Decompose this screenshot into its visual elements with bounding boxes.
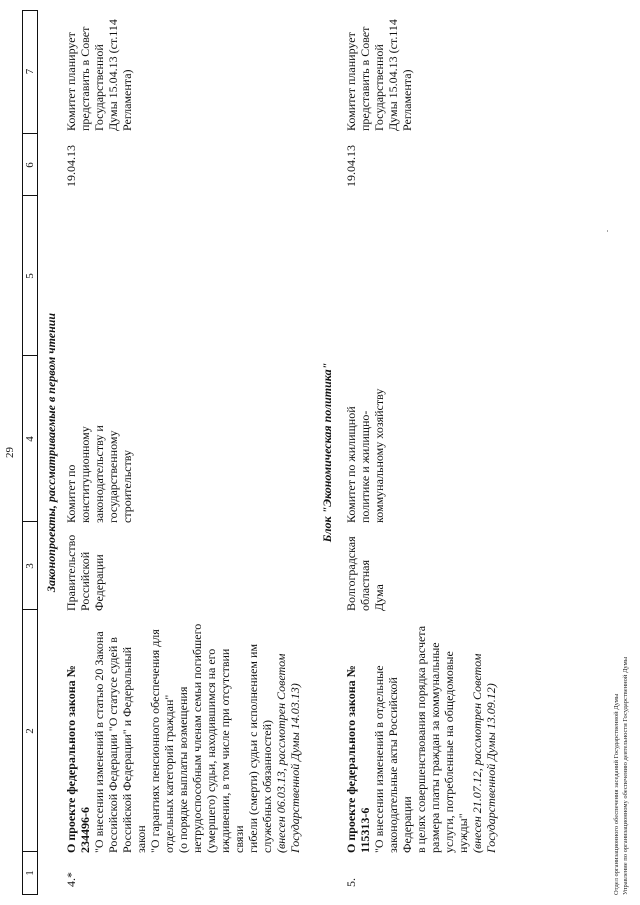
row-number: 5.: [344, 878, 358, 887]
bill-text-line: размера платы граждан за коммунальные: [428, 642, 442, 853]
column-number-2: 2: [24, 728, 36, 734]
footer-line: Отдел организационного обеспечения заседаний Государственной Думы: [613, 693, 620, 895]
section-heading-first-reading: Законопроекты, рассматриваемые в первом чтении: [44, 312, 58, 593]
column-number-7: 7: [24, 68, 36, 75]
bill-text-line: служебных обязанностей): [260, 719, 274, 853]
committee-remark: Комитет планирует представить в Совет Государственной Думы 15.04.13 (ст.114 Регламента): [344, 19, 414, 131]
responsible-committee: Комитет по жилищной политике и жилищно-коммунальному хозяйству: [344, 388, 386, 523]
footer-mark: .: [601, 230, 610, 232]
bill-note-line: Государственной Думы 14.03.13): [288, 683, 302, 853]
review-date: 19.04.13: [344, 145, 358, 187]
bill-text-line: Российской Федерации" и Федеральный закон: [120, 646, 148, 853]
review-date: 19.04.13: [64, 145, 78, 187]
bill-description: [64, 623, 302, 853]
bill-text-line: "О внесении изменений в отдельные: [372, 665, 386, 853]
column-number-1: 1: [24, 870, 36, 876]
section-heading-economic-block: Блок "Экономическая политика": [320, 362, 334, 543]
bill-description: [344, 623, 498, 853]
bill-text-line: в целях совершенствования порядка расчета: [414, 625, 428, 853]
bill-author: Правительство Российской Федерации: [64, 534, 106, 611]
bill-text-line: иждивении, в том числе при отсутствии связи: [218, 648, 246, 853]
bill-note-line: (внесен 06.03.13, рассмотрен Советом: [274, 653, 288, 853]
bill-text-line: законодательные акты Российской Федерации: [386, 677, 414, 853]
page-footer: [612, 10, 630, 895]
bill-note-line: (внесен 21.07.12, рассмотрен Советом: [470, 653, 484, 853]
bill-text-line: "О внесении изменений в статью 20 Закона: [92, 631, 106, 853]
page-number: 29: [4, 447, 16, 458]
responsible-committee: Комитет по конституционному законодательству и государственному строительству: [64, 425, 134, 523]
bill-title: О проекте федерального закона № 115313-6: [344, 665, 372, 853]
column-number-4: 4: [24, 436, 36, 442]
bill-text-line: нужды": [456, 813, 470, 853]
row-number: 4.*: [64, 872, 78, 887]
column-number-3: 3: [24, 563, 36, 569]
bill-author: Волгоградская областная Дума: [344, 536, 386, 611]
bill-text-line: (умершего) судьи, находившимся на его: [204, 648, 218, 853]
bill-text-line: гибели (смерти) судьи с исполнением им: [246, 643, 260, 853]
column-number-5: 5: [24, 273, 36, 279]
bill-text-line: "О гарантиях пенсионного обеспечения для: [148, 629, 162, 853]
column-number-header: [22, 10, 38, 895]
footer-line: Управление по организационному обеспечению деятельности Государственной Думы: [622, 656, 629, 895]
bill-text-line: отдельных категорий граждан": [162, 694, 176, 853]
bill-text-line: нетрудоспособным членам семьи погибшего: [190, 623, 204, 853]
bill-text-line: услуги, потребленные на общедомовые: [442, 651, 456, 853]
committee-remark: Комитет планирует представить в Совет Государственной Думы 15.04.13 (ст.114 Регламента): [64, 19, 134, 131]
bill-note-line: Государственной Думы 13.09.12): [484, 683, 498, 853]
bill-text-line: (о порядке выплаты возмещения: [176, 686, 190, 853]
bill-text-line: Российской Федерации "О статусе судей в: [106, 637, 120, 853]
bill-title: О проекте федерального закона № 234496-6: [64, 665, 92, 853]
column-number-6: 6: [24, 162, 36, 168]
